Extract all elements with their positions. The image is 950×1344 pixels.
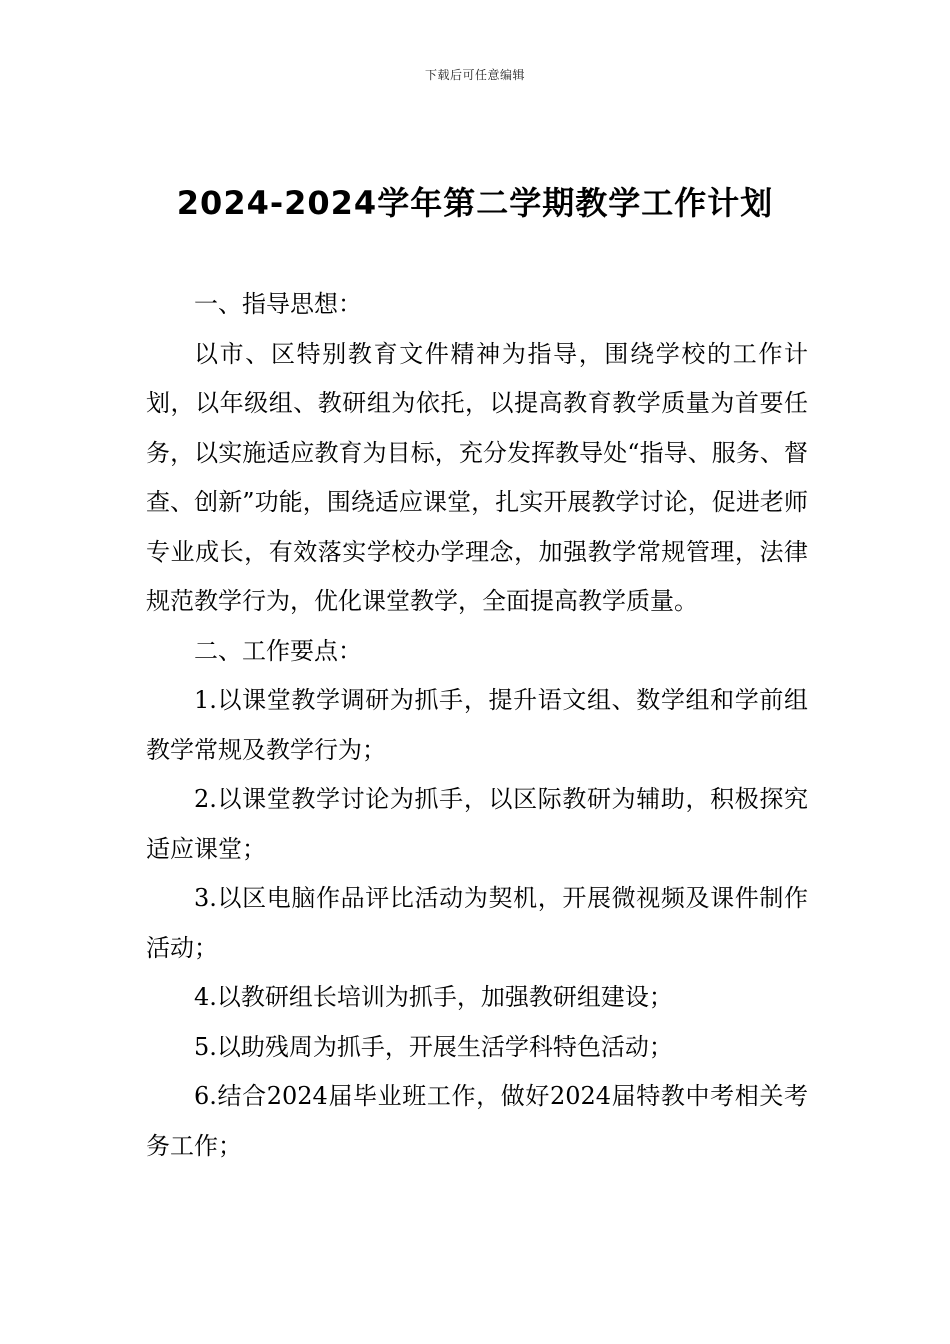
work-point-item: 2.以课堂教学讨论为抓手，以区际教研为辅助，积极探究适应课堂； <box>146 785 808 863</box>
document-body <box>146 280 808 1171</box>
guiding-ideology-paragraph: 以市、区特别教育文件精神为指导，围绕学校的工作计划，以年级组、教研组为依托，以提高教育教学质量为首要任务，以实施适应教育为目标，充分发挥教导处“指导、服务、督查、创新”功能，围绕适应课堂，扎实开展教学讨论，促进老师专业成长，有效落实学校办学理念，加强教学常规管理，法律规范教学行为，优化课堂教学，全面提高教学质量。 <box>146 339 808 615</box>
section-heading-guiding-ideology: 一、指导思想： <box>194 290 362 318</box>
work-point-item: 3.以区电脑作品评比活动为契机，开展微视频及课件制作活动； <box>146 884 808 962</box>
work-point-item: 5.以助残周为抓手，开展生活学科特色活动； <box>194 1032 673 1061</box>
work-point-item: 4.以教研组长培训为抓手，加强教研组建设； <box>194 983 673 1011</box>
work-point-item: 1.以课堂教学调研为抓手，提升语文组、数学组和学前组教学常规及教学行为； <box>146 686 808 764</box>
header-note: 下载后可任意编辑 <box>424 68 525 82</box>
document-title: 2024-2024学年第二学期教学工作计划 <box>176 184 774 222</box>
section-heading-work-points: 二、工作要点： <box>194 636 362 665</box>
work-point-item: 6.结合2024届毕业班工作，做好2024届特教中考相关考务工作； <box>146 1082 808 1160</box>
